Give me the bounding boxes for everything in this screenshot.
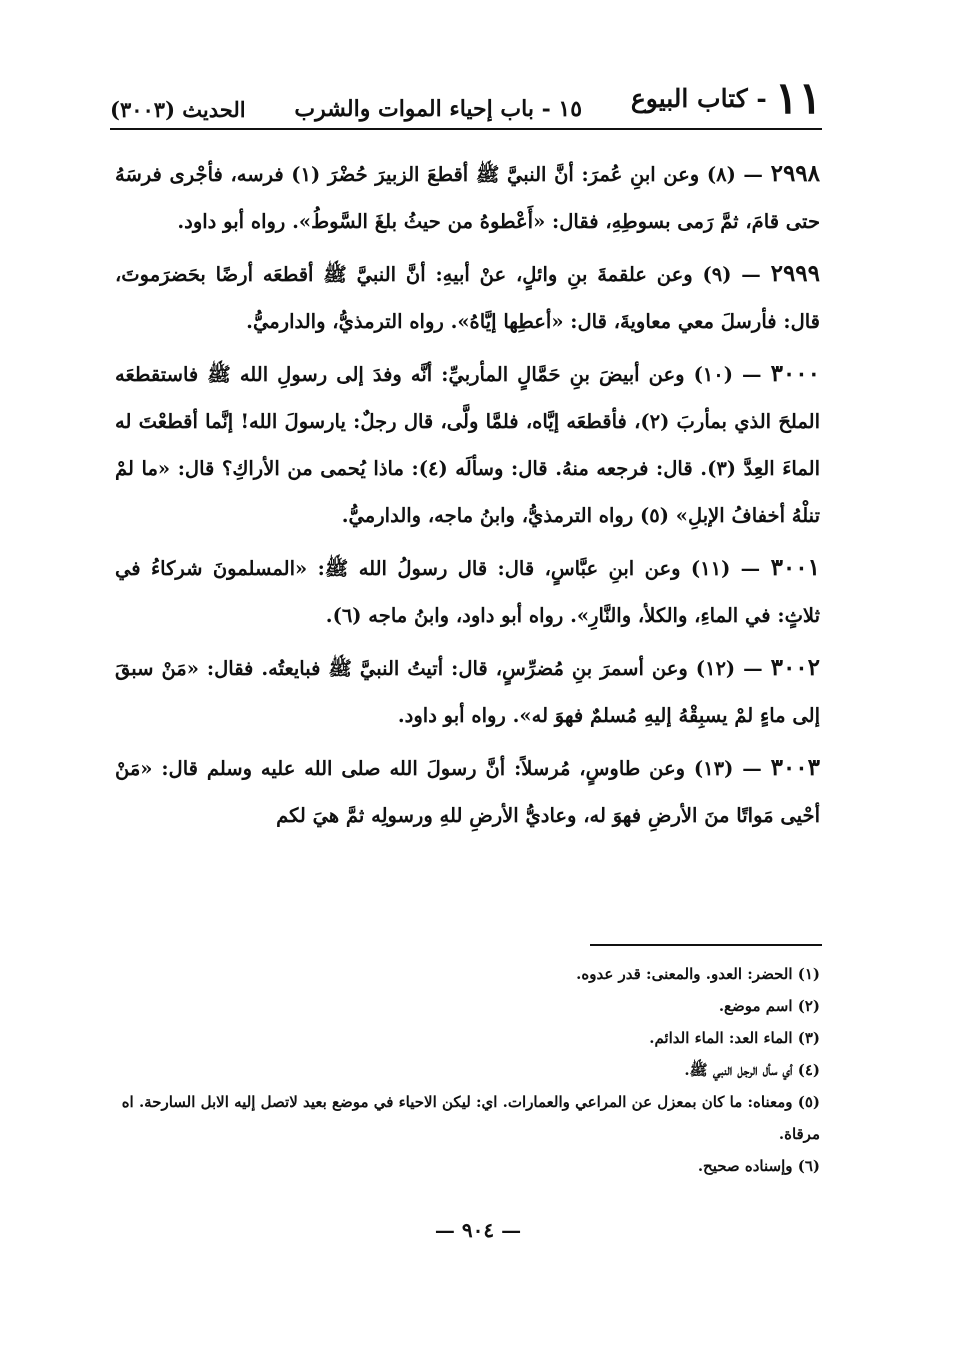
hadith-text: — (٨) وعن ابنِ عُمرَ: أنَّ النبيَّ ﷺ أقطعَ الزبيرَ حُضْرَ (١) فرسه، فأجْرى فرسَهُ حتى قامَ، ثمَّ رَمى بسوطِهِ، فقال: «أَعْطوهُ من حيثُ بلغَ السَّوطُ». رواه أبو داود.	[115, 163, 820, 233]
book-title	[631, 73, 822, 128]
hadith-number: ٢٩٩٩	[770, 260, 821, 287]
hadith-number: ٣٠٠١	[770, 554, 820, 581]
chapter-title: ١٥ - باب إحياء الموات والشرب	[294, 96, 583, 122]
footnote: (١) الحضر: العدو. والمعنى: قدر عدوه.	[576, 965, 820, 983]
page-header	[110, 73, 822, 130]
hadith-text: — (١٢) وعن أسمرَ بنِ مُضرِّسٍ، قال: أتيتُ النبيَّ ﷺ فبايعتُه. فقال: «مَنْ سبقَ إلى ماءٍ لمْ يسبِقْهُ إليهِ مُسلمٌ فهوَ له». رواه أبو داود.	[115, 657, 820, 727]
hadith-text: — (١١) وعن ابنِ عبَّاسٍ، قال: قال رسولُ الله ﷺ: «المسلمونَ شركاءُ في ثلاثٍ: في الماءِ، والكلأ، والنَّارِ». رواه أبو داود، وابنُ ماجه (٦).	[115, 557, 820, 627]
hadith-3003	[115, 744, 820, 839]
footnote: (٣) الماء العد: الماء الدائم.	[649, 1029, 820, 1047]
hadith-3002	[115, 644, 820, 739]
hadith-text: — (١٣) وعن طاوسٍ، مُرسلاً: أنَّ رسولَ الله صلى الله عليه وسلم قال: «مَنْ أحْيى مَواتًا منَ الأرضِ فهوَ له، وعاديُّ الأرضِ للهِ ورسولِه ثمَّ هيَ لكم	[115, 757, 820, 827]
hadith-number: ٣٠٠٠	[770, 360, 820, 387]
hadith-text: — (٩) وعن علقمةَ بنِ وائلٍ، عنْ أبيهِ: أنَّ النبيَّ ﷺ أقطعَه أرضًا بحَضرَموتَ، قال: فأرسلَ معي معاويةَ، قال: «أعطِها إيَّاهُ». رواه الترمذيُّ، والدارميُّ.	[115, 263, 820, 333]
footnote: (٦) وإسناده صحيح.	[697, 1157, 820, 1175]
book-number: ١١	[774, 73, 822, 124]
book-title-text: - كتاب البيوع	[630, 84, 767, 113]
page-number: — ٩٠٤ —	[434, 1218, 522, 1242]
hadith-number: ٣٠٠٢	[770, 654, 821, 681]
footnotes	[115, 958, 820, 1182]
hadith-range: الحديث (٣٠٠٣)	[110, 97, 246, 122]
footnote-separator	[590, 944, 822, 946]
main-text	[115, 150, 820, 844]
hadith-3001	[115, 544, 820, 639]
footnote: (٥) ومعناه: ما كان بمعزل عن المراعي والعمارات. اي: ليكن الاحياء في موضع بعيد لاتصل إليه الابل السارحة. اه مرقاة.	[121, 1093, 820, 1143]
hadith-2999	[115, 250, 820, 345]
footnote: (٢) اسم موضع.	[718, 997, 820, 1015]
hadith-text: — (١٠) وعن أبيضَ بنِ حَمَّالٍ المأربيِّ: أنَّه وفدَ إلى رسولِ الله ﷺ فاستقطعَه الملحَ الذي بمأربَ (٢)، فأقطعَه إيَّاه، فلمَّا ولَّى، قال رجلٌ: يارسولَ الله! إنَّما أقطعْتَ له الماءَ العِدَّ (٣). قال: فرجعه منهُ. قال: وسألَه (٤): ماذا يُحمى من الأراكِ؟ قال: «ما لمْ تنلْهُ أخفافُ الإبلِ» (٥) رواه الترمذيُّ، وابنُ ماجه، والدارميُّ.	[115, 363, 820, 527]
footnote: (٤) أي سأل الرجل النبي ﷺ.	[684, 1061, 820, 1079]
hadith-number: ٢٩٩٨	[770, 160, 821, 187]
hadith-2998	[115, 150, 820, 245]
hadith-3000	[115, 350, 820, 539]
hadith-number: ٣٠٠٣	[770, 754, 820, 781]
